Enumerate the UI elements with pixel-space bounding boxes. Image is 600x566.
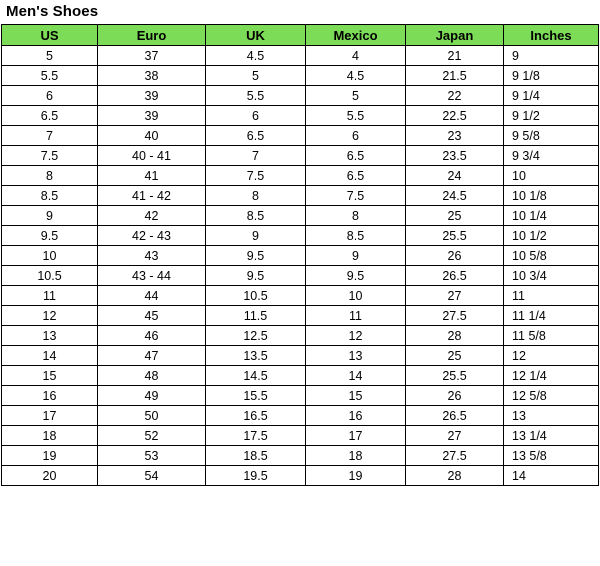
table-row xyxy=(2,306,599,326)
cell-uk: 9 xyxy=(206,226,306,246)
cell-japan: 24.5 xyxy=(406,186,504,206)
cell-japan: 22.5 xyxy=(406,106,504,126)
cell-us: 9 xyxy=(2,206,98,226)
cell-euro: 52 xyxy=(98,426,206,446)
cell-euro: 49 xyxy=(98,386,206,406)
cell-uk: 7 xyxy=(206,146,306,166)
cell-mexico: 11 xyxy=(306,306,406,326)
table-row xyxy=(2,146,599,166)
cell-mexico: 8 xyxy=(306,206,406,226)
cell-us: 7.5 xyxy=(2,146,98,166)
cell-japan: 22 xyxy=(406,86,504,106)
cell-inches: 9 1/8 xyxy=(504,66,599,86)
cell-mexico: 13 xyxy=(306,346,406,366)
cell-mexico: 6.5 xyxy=(306,146,406,166)
table-row xyxy=(2,326,599,346)
cell-japan: 24 xyxy=(406,166,504,186)
table-row xyxy=(2,446,599,466)
cell-uk: 9.5 xyxy=(206,266,306,286)
column-header-japan: Japan xyxy=(406,25,504,46)
cell-japan: 27.5 xyxy=(406,306,504,326)
cell-us: 7 xyxy=(2,126,98,146)
cell-us: 6 xyxy=(2,86,98,106)
cell-uk: 5.5 xyxy=(206,86,306,106)
cell-euro: 50 xyxy=(98,406,206,426)
cell-uk: 19.5 xyxy=(206,466,306,486)
cell-mexico: 9 xyxy=(306,246,406,266)
cell-uk: 12.5 xyxy=(206,326,306,346)
table-row xyxy=(2,46,599,66)
cell-uk: 5 xyxy=(206,66,306,86)
size-chart-table xyxy=(1,24,599,486)
cell-inches: 10 1/4 xyxy=(504,206,599,226)
cell-euro: 39 xyxy=(98,106,206,126)
cell-uk: 11.5 xyxy=(206,306,306,326)
cell-euro: 46 xyxy=(98,326,206,346)
cell-uk: 9.5 xyxy=(206,246,306,266)
cell-euro: 42 xyxy=(98,206,206,226)
cell-euro: 39 xyxy=(98,86,206,106)
cell-japan: 21 xyxy=(406,46,504,66)
table-row xyxy=(2,206,599,226)
table-header xyxy=(2,25,599,46)
cell-euro: 41 - 42 xyxy=(98,186,206,206)
table-row xyxy=(2,226,599,246)
cell-uk: 8.5 xyxy=(206,206,306,226)
cell-uk: 13.5 xyxy=(206,346,306,366)
page-title: Men's Shoes xyxy=(6,3,99,20)
cell-mexico: 19 xyxy=(306,466,406,486)
cell-euro: 45 xyxy=(98,306,206,326)
cell-uk: 17.5 xyxy=(206,426,306,446)
cell-japan: 23 xyxy=(406,126,504,146)
cell-us: 18 xyxy=(2,426,98,446)
table-row xyxy=(2,366,599,386)
cell-japan: 25 xyxy=(406,346,504,366)
cell-uk: 16.5 xyxy=(206,406,306,426)
cell-mexico: 16 xyxy=(306,406,406,426)
cell-mexico: 5.5 xyxy=(306,106,406,126)
cell-us: 20 xyxy=(2,466,98,486)
cell-japan: 26 xyxy=(406,246,504,266)
cell-us: 5 xyxy=(2,46,98,66)
cell-inches: 9 3/4 xyxy=(504,146,599,166)
cell-inches: 9 5/8 xyxy=(504,126,599,146)
table-row xyxy=(2,246,599,266)
cell-japan: 26.5 xyxy=(406,266,504,286)
cell-japan: 23.5 xyxy=(406,146,504,166)
cell-japan: 27.5 xyxy=(406,446,504,466)
cell-uk: 14.5 xyxy=(206,366,306,386)
cell-mexico: 5 xyxy=(306,86,406,106)
cell-mexico: 4.5 xyxy=(306,66,406,86)
cell-inches: 14 xyxy=(504,466,599,486)
table-body xyxy=(2,46,599,486)
cell-japan: 28 xyxy=(406,326,504,346)
cell-euro: 43 - 44 xyxy=(98,266,206,286)
column-header-mexico: Mexico xyxy=(306,25,406,46)
cell-mexico: 18 xyxy=(306,446,406,466)
cell-us: 5.5 xyxy=(2,66,98,86)
cell-japan: 25.5 xyxy=(406,366,504,386)
cell-japan: 28 xyxy=(406,466,504,486)
table-row xyxy=(2,86,599,106)
cell-inches: 11 1/4 xyxy=(504,306,599,326)
cell-euro: 43 xyxy=(98,246,206,266)
cell-japan: 27 xyxy=(406,426,504,446)
cell-us: 6.5 xyxy=(2,106,98,126)
cell-inches: 13 1/4 xyxy=(504,426,599,446)
cell-mexico: 4 xyxy=(306,46,406,66)
cell-mexico: 12 xyxy=(306,326,406,346)
cell-uk: 6.5 xyxy=(206,126,306,146)
column-header-us: US xyxy=(2,25,98,46)
cell-uk: 15.5 xyxy=(206,386,306,406)
cell-mexico: 14 xyxy=(306,366,406,386)
cell-us: 14 xyxy=(2,346,98,366)
table-row xyxy=(2,186,599,206)
cell-us: 17 xyxy=(2,406,98,426)
cell-inches: 11 5/8 xyxy=(504,326,599,346)
cell-mexico: 17 xyxy=(306,426,406,446)
cell-mexico: 8.5 xyxy=(306,226,406,246)
cell-uk: 6 xyxy=(206,106,306,126)
column-header-uk: UK xyxy=(206,25,306,46)
cell-us: 8.5 xyxy=(2,186,98,206)
cell-mexico: 6 xyxy=(306,126,406,146)
cell-inches: 12 1/4 xyxy=(504,366,599,386)
cell-inches: 12 5/8 xyxy=(504,386,599,406)
table-row xyxy=(2,426,599,446)
column-header-euro: Euro xyxy=(98,25,206,46)
cell-us: 9.5 xyxy=(2,226,98,246)
cell-inches: 13 5/8 xyxy=(504,446,599,466)
cell-inches: 10 1/8 xyxy=(504,186,599,206)
cell-japan: 26.5 xyxy=(406,406,504,426)
table-row xyxy=(2,166,599,186)
cell-us: 11 xyxy=(2,286,98,306)
cell-mexico: 7.5 xyxy=(306,186,406,206)
table-row xyxy=(2,106,599,126)
cell-inches: 10 5/8 xyxy=(504,246,599,266)
cell-us: 10 xyxy=(2,246,98,266)
cell-us: 8 xyxy=(2,166,98,186)
cell-inches: 9 1/2 xyxy=(504,106,599,126)
cell-japan: 26 xyxy=(406,386,504,406)
cell-inches: 10 3/4 xyxy=(504,266,599,286)
cell-japan: 27 xyxy=(406,286,504,306)
cell-us: 12 xyxy=(2,306,98,326)
cell-mexico: 10 xyxy=(306,286,406,306)
cell-japan: 21.5 xyxy=(406,66,504,86)
cell-inches: 9 1/4 xyxy=(504,86,599,106)
cell-inches: 9 xyxy=(504,46,599,66)
cell-mexico: 9.5 xyxy=(306,266,406,286)
cell-euro: 47 xyxy=(98,346,206,366)
cell-euro: 48 xyxy=(98,366,206,386)
cell-uk: 10.5 xyxy=(206,286,306,306)
table-row xyxy=(2,346,599,366)
cell-inches: 11 xyxy=(504,286,599,306)
cell-us: 10.5 xyxy=(2,266,98,286)
cell-euro: 37 xyxy=(98,46,206,66)
cell-euro: 40 - 41 xyxy=(98,146,206,166)
table-row xyxy=(2,386,599,406)
cell-uk: 4.5 xyxy=(206,46,306,66)
cell-euro: 54 xyxy=(98,466,206,486)
cell-euro: 42 - 43 xyxy=(98,226,206,246)
cell-mexico: 6.5 xyxy=(306,166,406,186)
cell-uk: 18.5 xyxy=(206,446,306,466)
table-row xyxy=(2,286,599,306)
cell-us: 15 xyxy=(2,366,98,386)
table-row xyxy=(2,406,599,426)
cell-us: 19 xyxy=(2,446,98,466)
cell-mexico: 15 xyxy=(306,386,406,406)
cell-japan: 25 xyxy=(406,206,504,226)
cell-inches: 10 xyxy=(504,166,599,186)
table-header-row xyxy=(2,25,599,46)
cell-euro: 40 xyxy=(98,126,206,146)
column-header-inches: Inches xyxy=(504,25,599,46)
cell-uk: 8 xyxy=(206,186,306,206)
cell-euro: 44 xyxy=(98,286,206,306)
table-row xyxy=(2,466,599,486)
table-row xyxy=(2,66,599,86)
cell-euro: 41 xyxy=(98,166,206,186)
cell-uk: 7.5 xyxy=(206,166,306,186)
cell-inches: 12 xyxy=(504,346,599,366)
table-row xyxy=(2,126,599,146)
cell-euro: 53 xyxy=(98,446,206,466)
cell-inches: 13 xyxy=(504,406,599,426)
table-row xyxy=(2,266,599,286)
cell-us: 16 xyxy=(2,386,98,406)
cell-us: 13 xyxy=(2,326,98,346)
cell-euro: 38 xyxy=(98,66,206,86)
cell-inches: 10 1/2 xyxy=(504,226,599,246)
cell-japan: 25.5 xyxy=(406,226,504,246)
